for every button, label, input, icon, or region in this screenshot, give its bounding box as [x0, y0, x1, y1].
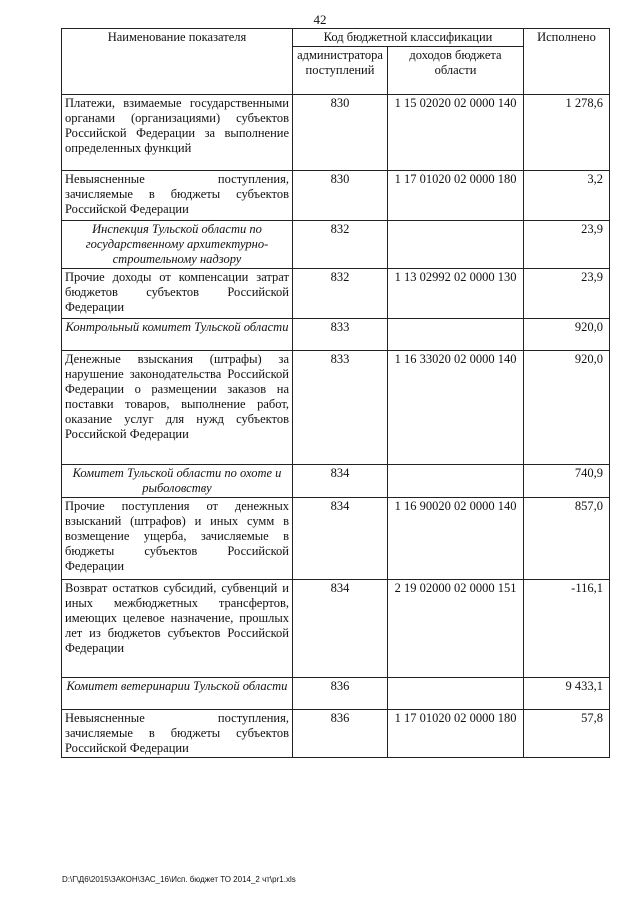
row-admin-code: 834 [293, 580, 388, 678]
row-admin-code: 834 [293, 465, 388, 498]
row-admin-code: 834 [293, 498, 388, 580]
row-income-code: 1 16 90020 02 0000 140 [388, 498, 524, 580]
row-admin-code: 832 [293, 221, 388, 269]
row-executed: 57,8 [524, 710, 610, 758]
row-name: Контрольный комитет Тульской области [62, 319, 293, 351]
row-income-code: 1 17 01020 02 0000 180 [388, 710, 524, 758]
row-income-code: 1 13 02992 02 0000 130 [388, 269, 524, 319]
row-admin-code: 836 [293, 678, 388, 710]
table-row [62, 498, 610, 580]
header-admin: администратора поступлений [293, 47, 388, 95]
row-executed: 857,0 [524, 498, 610, 580]
row-name: Платежи, взимаемые государственными органами (организациями) субъектов Российской Федерации за выполнение определенных функций [62, 95, 293, 171]
file-path-footer: D:\Г\Д6\2015\ЗАКОН\ЗАС_16\Исп. бюджет ТО 2014_2 чт\pr1.xls [62, 875, 296, 884]
row-name: Прочие поступления от денежных взысканий (штрафов) и иных сумм в возмещение ущерба, зачисляемые в бюджеты субъектов Российской Федерации [62, 498, 293, 580]
row-executed: 920,0 [524, 351, 610, 465]
row-income-code [388, 221, 524, 269]
row-name: Комитет ветеринарии Тульской области [62, 678, 293, 710]
row-executed: 3,2 [524, 171, 610, 221]
table-row [62, 580, 610, 678]
table-row [62, 269, 610, 319]
header-name: Наименование показателя [62, 29, 293, 95]
row-income-code: 1 16 33020 02 0000 140 [388, 351, 524, 465]
row-income-code [388, 319, 524, 351]
row-executed: 23,9 [524, 221, 610, 269]
row-income-code [388, 465, 524, 498]
row-name: Прочие доходы от компенсации затрат бюджетов субъектов Российской Федерации [62, 269, 293, 319]
row-admin-code: 836 [293, 710, 388, 758]
row-name: Невыясненные поступления, зачисляемые в бюджеты субъектов Российской Федерации [62, 710, 293, 758]
row-admin-code: 830 [293, 95, 388, 171]
table-row [62, 678, 610, 710]
row-admin-code: 830 [293, 171, 388, 221]
table-row [62, 221, 610, 269]
table-row [62, 710, 610, 758]
row-admin-code: 833 [293, 319, 388, 351]
table-row [62, 351, 610, 465]
row-executed: 9 433,1 [524, 678, 610, 710]
row-admin-code: 833 [293, 351, 388, 465]
row-executed: 23,9 [524, 269, 610, 319]
header-income: доходов бюджета области [388, 47, 524, 95]
table-row [62, 465, 610, 498]
table-row [62, 171, 610, 221]
row-name: Комитет Тульской области по охоте и рыболовству [62, 465, 293, 498]
budget-table [61, 28, 610, 758]
table-row [62, 95, 610, 171]
row-name: Невыясненные поступления, зачисляемые в бюджеты субъектов Российской Федерации [62, 171, 293, 221]
row-executed: 1 278,6 [524, 95, 610, 171]
page-number: 42 [313, 12, 327, 27]
row-income-code: 1 17 01020 02 0000 180 [388, 171, 524, 221]
row-name: Денежные взыскания (штрафы) за нарушение законодательства Российской Федерации о размещении заказов на поставки товаров, выполнение работ, оказание услуг для нужд субъектов Российской Федерации [62, 351, 293, 465]
row-executed: -116,1 [524, 580, 610, 678]
row-income-code: 1 15 02020 02 0000 140 [388, 95, 524, 171]
row-executed: 740,9 [524, 465, 610, 498]
row-income-code [388, 678, 524, 710]
row-executed: 920,0 [524, 319, 610, 351]
row-name: Возврат остатков субсидий, субвенций и иных межбюджетных трансфертов, имеющих целевое назначение, прошлых лет из бюджетов субъектов Российской Федерации [62, 580, 293, 678]
row-income-code: 2 19 02000 02 0000 151 [388, 580, 524, 678]
header-executed: Исполнено [524, 29, 610, 95]
table-row [62, 319, 610, 351]
row-name: Инспекция Тульской области по государственному архитектурно-строительному надзору [62, 221, 293, 269]
header-code: Код бюджетной классификации [293, 29, 524, 47]
row-admin-code: 832 [293, 269, 388, 319]
